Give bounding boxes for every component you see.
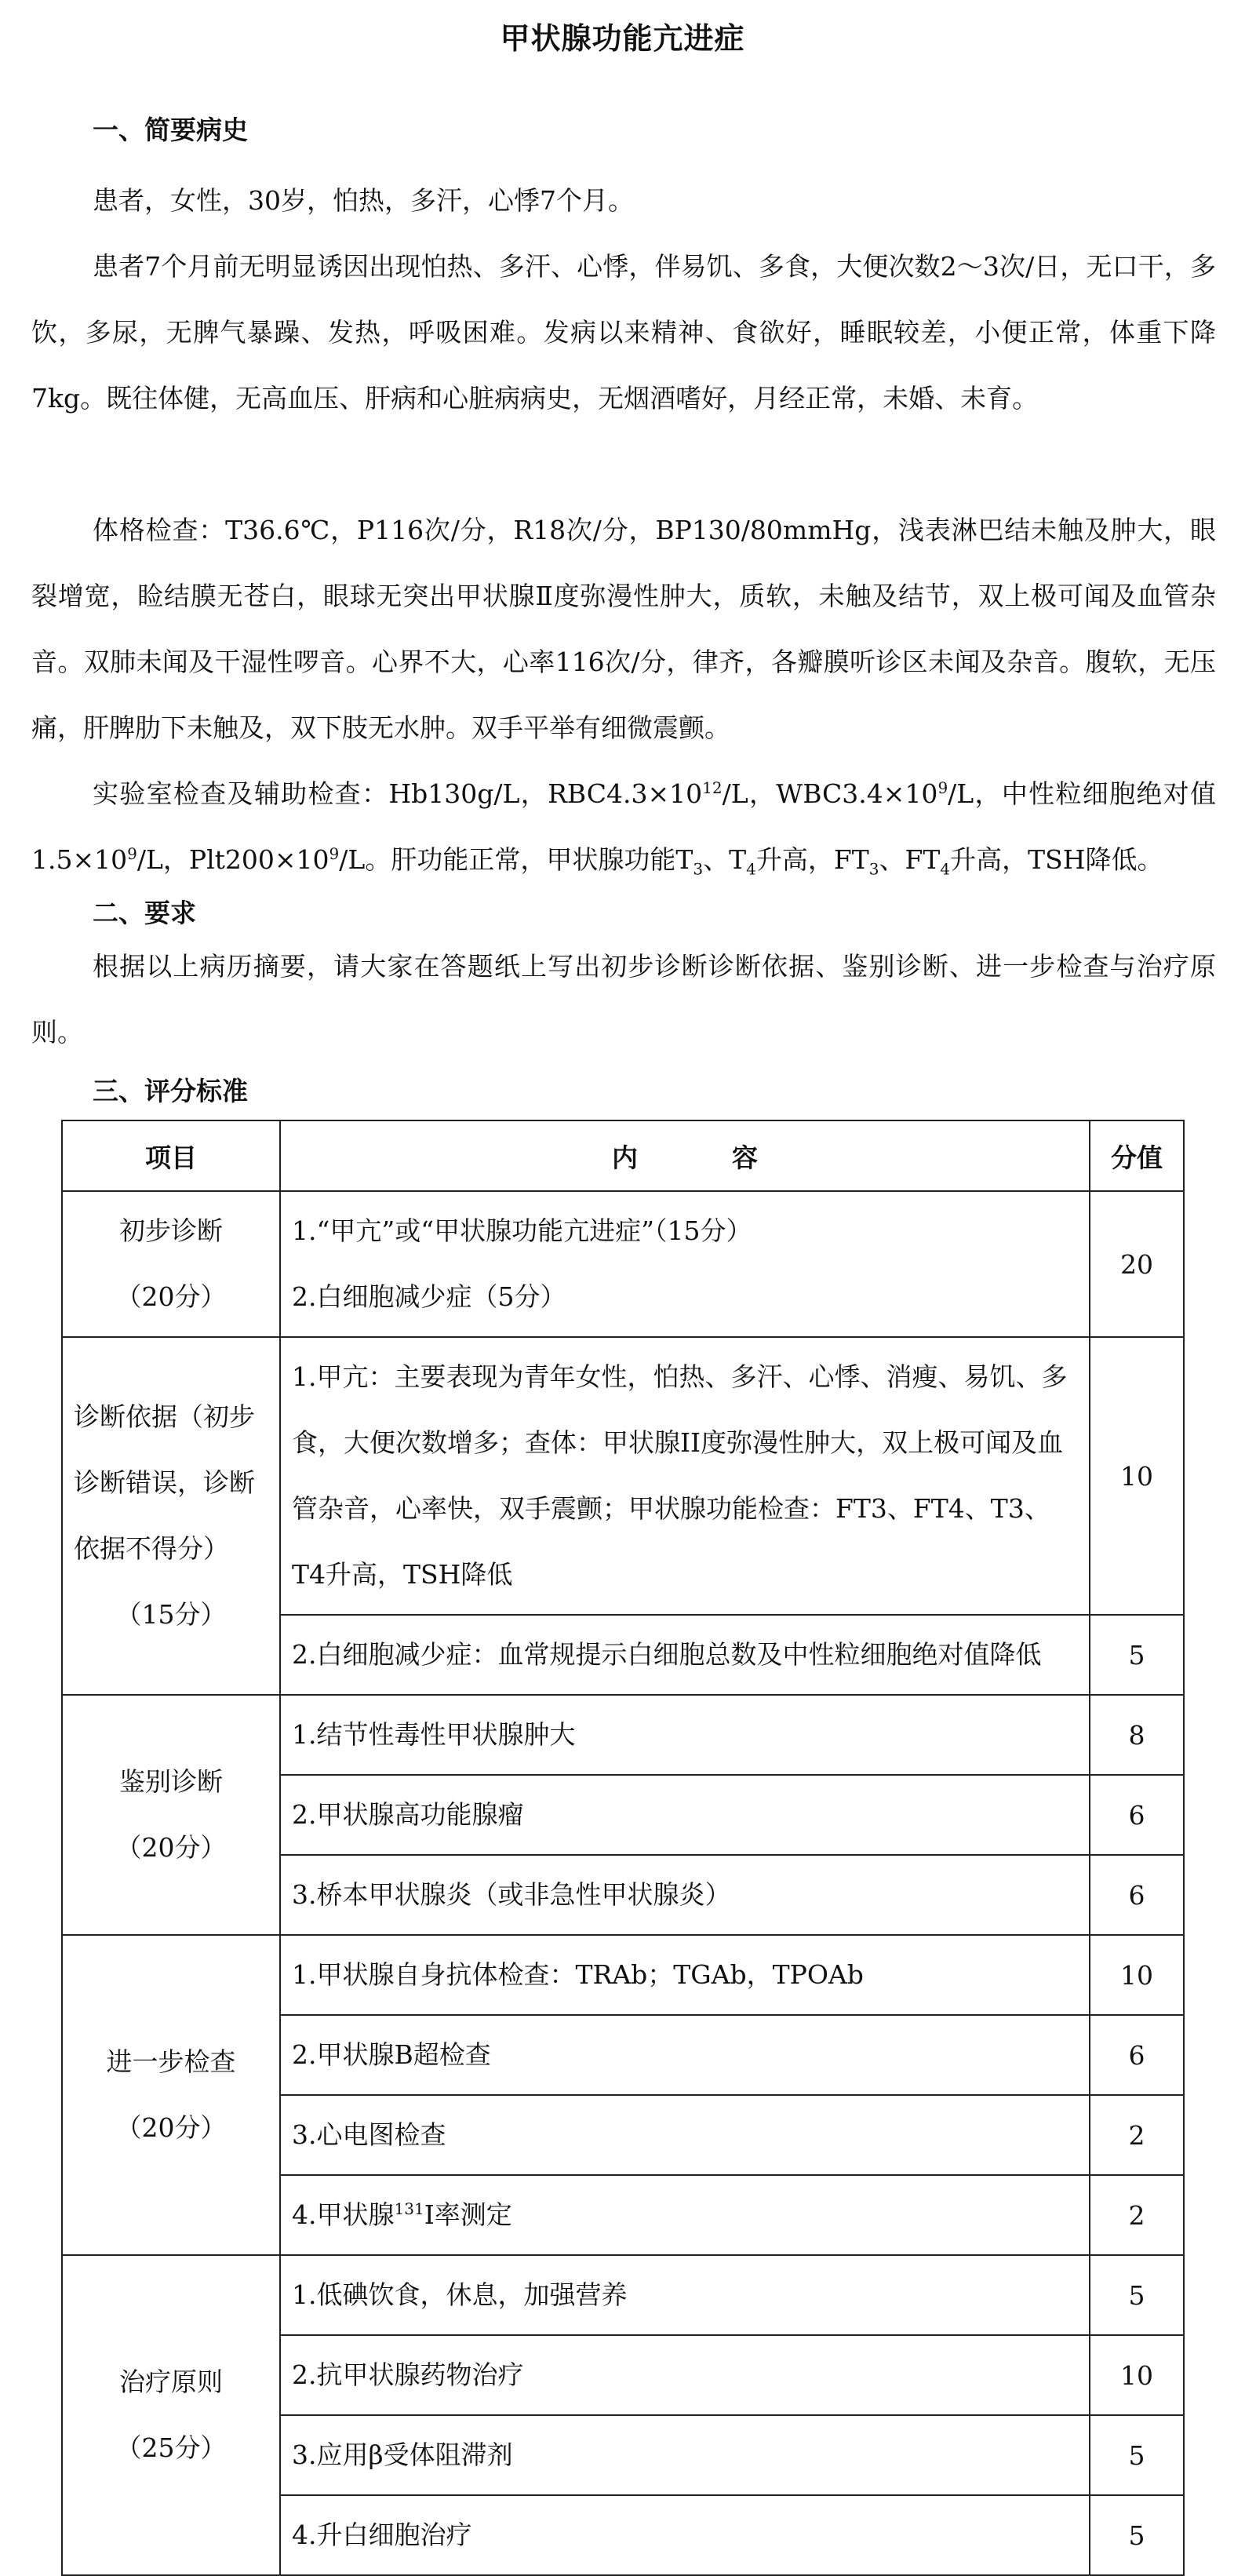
row-content: 4.升白细胞治疗 (280, 2495, 1090, 2575)
physical-exam: 体格检查：T36.6℃，P116次/分，R18次/分，BP130/80mmHg，浅表淋巴结未触及肿大，眼裂增宽，睑结膜无苍白，眼球无突出甲状腺Ⅱ度弥漫性肿大，质软，未触及结节，双上极可闻及血管杂音。双肺未闻及干湿性啰音。心界不大，心率116次/分，律齐，各瓣膜听诊区未闻及杂音。腹软，无压痛，肝脾肋下未触及，双下肢无水肿。双手平举有细微震颤。 (31, 515, 1216, 743)
row-score: 5 (1090, 2495, 1184, 2575)
table-row (62, 2255, 1184, 2335)
group-treatment: 治疗原则 （25分） (62, 2255, 280, 2575)
header-content: 内容 (280, 1120, 1090, 1191)
row-content: 1.结节性毒性甲状腺肿大 (280, 1695, 1090, 1775)
row-content: 3.心电图检查 (280, 2095, 1090, 2175)
row-score: 6 (1090, 1775, 1184, 1855)
row-score: 5 (1090, 2255, 1184, 2335)
row-score: 5 (1090, 1615, 1184, 1695)
row-score: 10 (1090, 1337, 1184, 1615)
page-title: 甲状腺功能亢进症 (500, 21, 745, 56)
requirement-text: 根据以上病历摘要，请大家在答题纸上写出初步诊断诊断依据、鉴别诊断、进一步检查与治疗原则。 (31, 951, 1216, 1048)
row-score: 8 (1090, 1695, 1184, 1775)
row-score: 20 (1090, 1191, 1184, 1337)
row-score: 2 (1090, 2095, 1184, 2175)
row-content: 3.桥本甲状腺炎（或非急性甲状腺炎） (280, 1855, 1090, 1935)
group-differential-diagnosis: 鉴别诊断 （20分） (62, 1695, 280, 1935)
row-score: 6 (1090, 2015, 1184, 2095)
row-content: 4.甲状腺$^{131}$I率测定 (280, 2175, 1090, 2255)
row-content: 1.甲状腺自身抗体检查：TRAb；TGAb，TPOAb (280, 1935, 1090, 2015)
row-content: 2.白细胞减少症：血常规提示白细胞总数及中性粒细胞绝对值降低 (280, 1615, 1090, 1695)
row-content: 2.甲状腺高功能腺瘤 (280, 1775, 1090, 1855)
row-score: 2 (1090, 2175, 1184, 2255)
table-row (62, 1935, 1184, 2015)
header-score: 分值 (1090, 1120, 1184, 1191)
group-initial-diagnosis: 初步诊断 （20分） (62, 1191, 280, 1337)
section-heading-history: 一、简要病史 (93, 115, 248, 145)
group-diagnosis-basis: 诊断依据（初步诊断错误，诊断依据不得分） （15分） (62, 1337, 280, 1695)
row-content: 3.应用β受体阻滞剂 (280, 2415, 1090, 2495)
row-score: 6 (1090, 1855, 1184, 1935)
section-heading-scoring: 三、评分标准 (93, 1076, 248, 1106)
row-content: 1.“甲亢”或“甲状腺功能亢进症”（15分） 2.白细胞减少症（5分） (280, 1191, 1090, 1337)
row-score: 5 (1090, 2415, 1184, 2495)
table-row (62, 1695, 1184, 1775)
row-score: 10 (1090, 2335, 1184, 2415)
row-content: 1.低碘饮食，休息，加强营养 (280, 2255, 1090, 2335)
table-row (62, 1337, 1184, 1615)
row-content: 2.甲状腺B超检查 (280, 2015, 1090, 2095)
chief-complaint: 患者，女性，30岁，怕热，多汗，心悸7个月。 (93, 185, 634, 216)
row-score: 10 (1090, 1935, 1184, 2015)
row-content: 2.抗甲状腺药物治疗 (280, 2335, 1090, 2415)
group-further-tests: 进一步检查 （20分） (62, 1935, 280, 2255)
lab-results: 实验室检查及辅助检查：Hb130g/L，$RBC4.3\times 10^{12}/L$，$WBC3.4\times 10^9/L$，中性粒细胞绝对值$1.5\times 10^9/L$，$Plt200\times 10^9/L$。肝功能正常，甲状腺功能$T_3$、$T_4$升高，$FT_3$、$FT_4$升高，TSH降低。 (31, 778, 1216, 879)
scoring-table (61, 1120, 1185, 2576)
section-heading-requirement: 二、要求 (93, 898, 196, 928)
row-content: 1.甲亢：主要表现为青年女性，怕热、多汗、心悸、消瘦、易饥、多食，大便次数增多；查体：甲状腺II度弥漫性肿大，双上极可闻及血管杂音，心率快，双手震颤；甲状腺功能检查：FT3、FT4、T3、T4升高，TSH降低 (280, 1337, 1090, 1615)
table-row (62, 1191, 1184, 1337)
header-item: 项目 (62, 1120, 280, 1191)
table-header-row (62, 1120, 1184, 1191)
present-illness: 患者7个月前无明显诱因出现怕热、多汗、心悸，伴易饥、多食，大便次数2～3次/日，无口干，多饮，多尿，无脾气暴躁、发热，呼吸困难。发病以来精神、食欲好，睡眠较差，小便正常，体重下降7kg。既往体健，无高血压、肝病和心脏病病史，无烟酒嗜好，月经正常，未婚、未育。 (31, 251, 1216, 414)
